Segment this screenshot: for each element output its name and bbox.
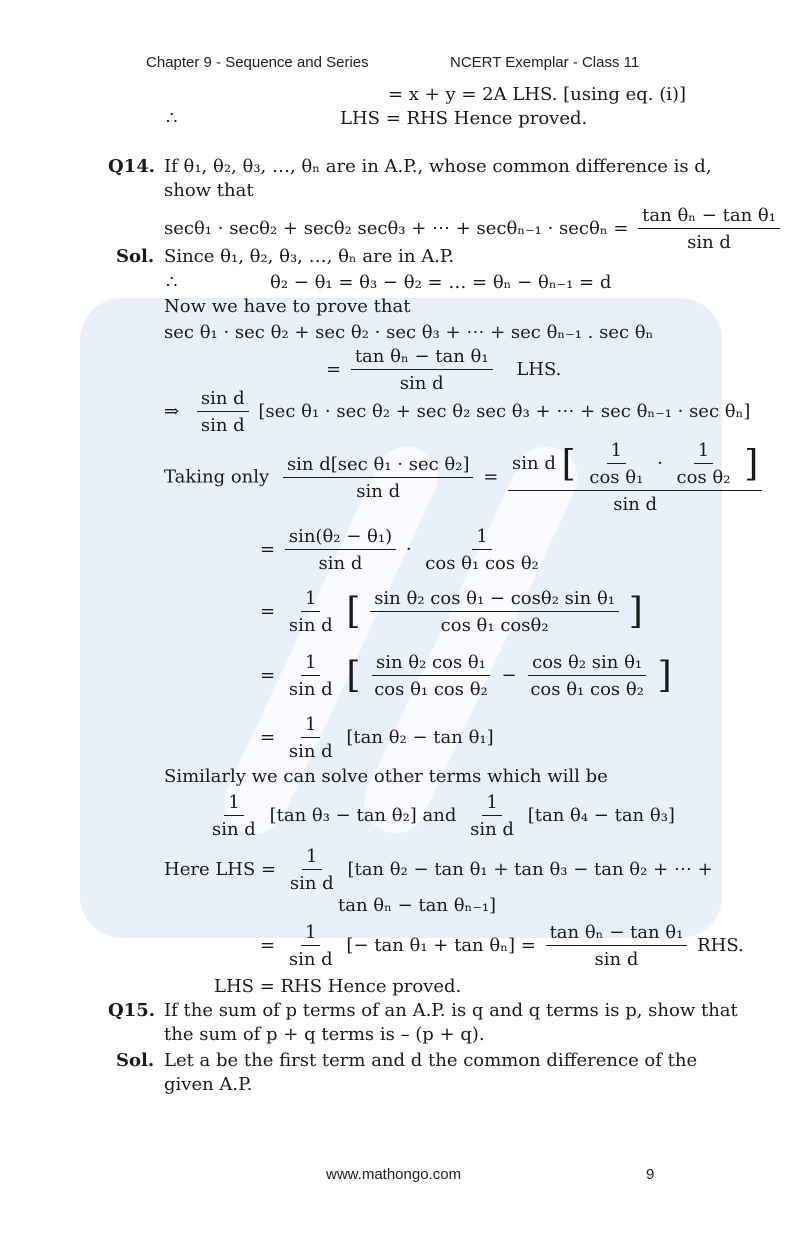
q14-rhs-fraction: $\frac{\text{tan θₙ − tan θ₁}}{\text{sin d}}$ [638, 205, 780, 253]
fraction: $\frac{\text{sin θ₂ cos θ₁}}{\text{cos θ₁ cos θ₂}}$ [370, 652, 492, 700]
fraction: $\frac{\text{sin(θ₂ − θ₁)}}{\text{sin d}}$ [285, 526, 396, 574]
step-2: = $\frac{1}{\text{sin d}}$ [ $\frac{\text{sin θ₂ cos θ₁ − cosθ₂ sin θ₁}}{\text{cos θ₁ cosθ₂}}$ ] [260, 588, 643, 636]
sol15-label: Sol. [116, 1050, 155, 1071]
header-chapter: Chapter 9 - Sequence and Series [146, 54, 369, 71]
here-lhs-continued: tan θₙ − tan θₙ₋₁] [338, 895, 497, 916]
final-step: = $\frac{1}{\text{sin d}}$ [− tan θ₁ + tan θₙ] = $\frac{\text{tan θₙ − tan θ₁}}{\text{sin d}}$ RHS. [260, 922, 744, 970]
fraction: $\frac{1}{\text{sin d}}$ [470, 792, 514, 840]
fraction: $\frac{\text{sin θ₂ cos θ₁ − cosθ₂ sin θ₁}}{\text{cos θ₁ cosθ₂}}$ [370, 588, 619, 636]
sol14-line-6: ⇒ $\frac{\text{sin d}}{\text{sin d}}$ [sec θ₁ · sec θ₂ + sec θ₂ sec θ₃ + ⋯ + sec θₙ₋₁ · sec θₙ] [164, 388, 751, 436]
fraction: $\frac{1}{\text{cos θ₁ cos θ₂}}$ [425, 526, 539, 574]
fraction: $\frac{\text{tan θₙ − tan θ₁}}{\text{sin d}}$ [351, 346, 493, 394]
q15-text-2: the sum of p + q terms is – (p + q). [164, 1024, 485, 1045]
top-line-1: = x + y = 2A LHS. [using eq. (i)] [388, 84, 687, 105]
q14-text-2: show that [164, 180, 254, 201]
fraction: $\frac{\text{sin d}}{\text{sin d}}$ [197, 388, 249, 436]
q15-label: Q15. [108, 1000, 155, 1021]
fraction: $\frac{1}{\text{sin d}}$ [212, 792, 256, 840]
therefore-symbol: ∴ [166, 108, 178, 129]
sol14-line-3: Now we have to prove that [164, 296, 411, 317]
here-lhs: Here LHS = $\frac{1}{\text{sin d}}$ [tan θ₂ − tan θ₁ + tan θ₃ − tan θ₂ + ⋯ + [164, 846, 713, 894]
step-4: = $\frac{1}{\text{sin d}}$ [tan θ₂ − tan θ₁] [260, 714, 494, 762]
header-book: NCERT Exemplar - Class 11 [450, 54, 640, 71]
step-1: = $\frac{\text{sin(θ₂ − θ₁)}}{\text{sin d}}$ · $\frac{1}{\text{cos θ₁ cos θ₂}}$ [260, 526, 547, 574]
fraction: $\frac{1}{\text{sin d}}$ [288, 714, 333, 762]
q15-text-1: If the sum of p terms of an A.P. is q and q terms is p, show that [164, 1000, 738, 1021]
fraction: $\frac{\text{sin d[sec θ₁ · sec θ₂]}}{\text{sin d}}$ [283, 454, 474, 502]
sol14-line-4: sec θ₁ · sec θ₂ + sec θ₂ · sec θ₃ + ⋯ + sec θₙ₋₁ . sec θₙ [164, 322, 654, 343]
step-3: = $\frac{1}{\text{sin d}}$ [ $\frac{\text{sin θ₂ cos θ₁}}{\text{cos θ₁ cos θ₂}}$ − $\frac{\text{cos θ₂ sin θ₁}}{\text{cos θ₁ cos θ₂}}$ ] [260, 652, 672, 700]
sol14-taking-only: Taking only $\frac{\text{sin d[sec θ₁ · sec θ₂]}}{\text{sin d}}$ = sin d [ $\frac{1}{\text{cos θ₁}}$ · $\frac{1}{\text{cos θ₂}}$ ] sin d [164, 440, 766, 515]
sol14-label: Sol. [116, 246, 155, 267]
page-number: 9 [646, 1166, 655, 1183]
fraction: $\frac{1}{\text{sin d}}$ [288, 588, 333, 636]
fraction: sin d [ $\frac{1}{\text{cos θ₁}}$ · $\frac{1}{\text{cos θ₂}}$ ] sin d [508, 440, 762, 515]
q14-label: Q14. [108, 156, 155, 177]
fraction: $\frac{1}{\text{sin d}}$ [289, 846, 334, 894]
sol15-text-1: Let a be the first term and d the common difference of the [164, 1050, 698, 1071]
similarly-text: Similarly we can solve other terms which will be [164, 766, 608, 787]
sol14-line-1: Since θ₁, θ₂, θ₃, …, θₙ are in A.P. [164, 246, 455, 267]
fraction: $\frac{\text{cos θ₂ sin θ₁}}{\text{cos θ₁ cos θ₂}}$ [526, 652, 648, 700]
q14-text-1: If θ₁, θ₂, θ₃, …, θₙ are in A.P., whose common difference is d, [164, 156, 712, 177]
q14-lhs: secθ₁ · secθ₂ + secθ₂ secθ₃ + ⋯ + secθₙ₋₁ · secθₙ = [164, 218, 629, 239]
fraction: $\frac{1}{\text{sin d}}$ [288, 652, 333, 700]
sol14-line-5: = $\frac{\text{tan θₙ − tan θ₁}}{\text{sin d}}$ LHS. [326, 346, 562, 394]
sol14-proved: LHS = RHS Hence proved. [214, 976, 462, 997]
fraction: $\frac{1}{\text{sin d}}$ [288, 922, 333, 970]
therefore-symbol: ∴ [166, 272, 178, 293]
similar-terms: $\frac{1}{\text{sin d}}$ [tan θ₃ − tan θ₂] and $\frac{1}{\text{sin d}}$ [tan θ₄ − tan θ₃] [204, 792, 675, 840]
sol15-text-2: given A.P. [164, 1074, 253, 1095]
footer-site: www.mathongo.com [326, 1166, 462, 1183]
top-line-2: LHS = RHS Hence proved. [340, 108, 588, 129]
fraction: $\frac{\text{tan θₙ − tan θ₁}}{\text{sin d}}$ [546, 922, 688, 970]
sol14-line-2: θ₂ − θ₁ = θ₃ − θ₂ = … = θₙ − θₙ₋₁ = d [270, 272, 612, 293]
